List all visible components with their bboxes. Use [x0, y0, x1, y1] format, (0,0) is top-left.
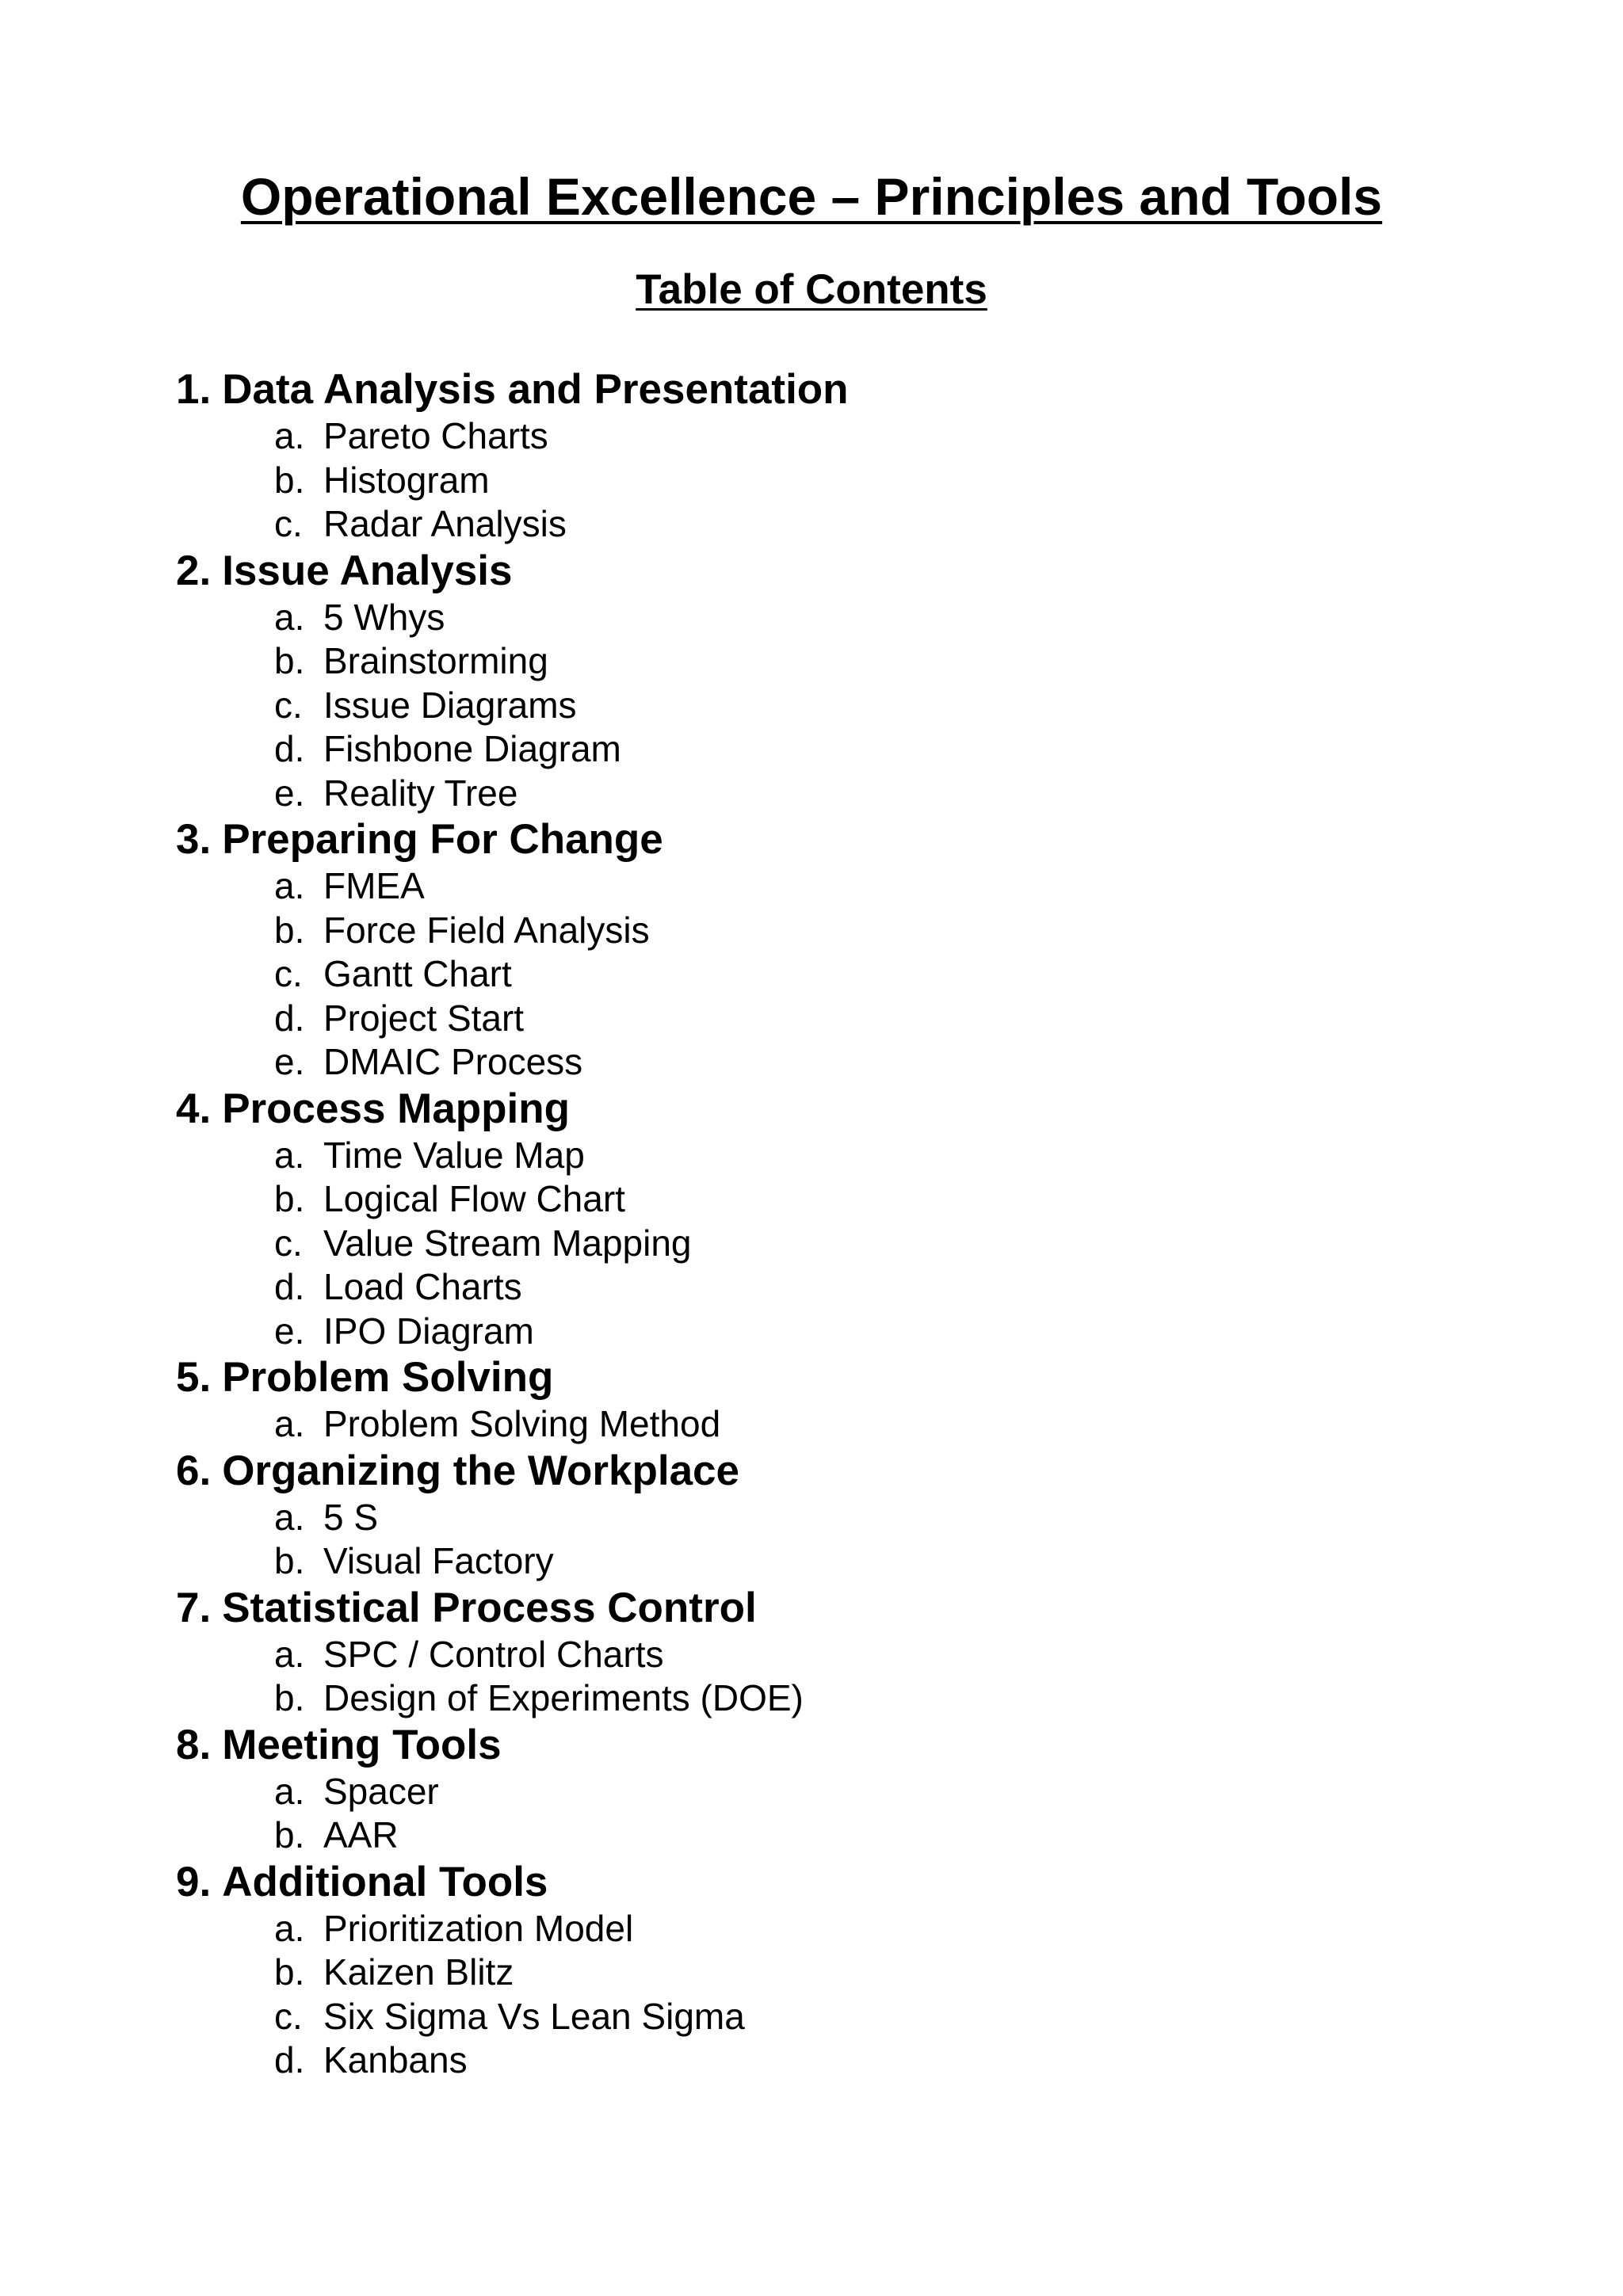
toc-section-number: 2. [176, 547, 212, 594]
toc-section-title [176, 1858, 1523, 1907]
toc-section [176, 1353, 1523, 1447]
toc-subsection-list [176, 414, 1523, 547]
toc-subsection-list [176, 1134, 1523, 1354]
toc-subsection-item [274, 997, 1523, 1041]
toc-subsection-label: Prioritization Model [323, 1907, 634, 1949]
toc-subsection-letter: a. [274, 1403, 305, 1444]
toc-section-title [176, 365, 1523, 414]
toc-subsection-label: Force Field Analysis [323, 909, 650, 951]
toc-subsection-item [274, 864, 1523, 909]
toc-subsection-letter: a. [274, 596, 305, 638]
table-of-contents-heading: Table of Contents [636, 266, 987, 313]
toc-section-label: Statistical Process Control [222, 1584, 757, 1631]
toc-section [176, 547, 1523, 816]
toc-subsection-item [274, 1951, 1523, 1995]
toc-subsection-letter: c. [274, 684, 303, 726]
toc-section [176, 1721, 1523, 1858]
toc-subsection-label: Kanbans [323, 2039, 468, 2081]
toc-section-number: 1. [176, 366, 212, 413]
toc-subsection-list [176, 864, 1523, 1085]
toc-section-title [176, 1447, 1523, 1496]
toc-section-label: Issue Analysis [222, 547, 513, 594]
toc-subsection-label: Visual Factory [323, 1540, 554, 1581]
toc-section-label: Meeting Tools [222, 1721, 502, 1768]
toc-subsection-list [176, 1633, 1523, 1721]
toc-subsection-letter: a. [274, 1633, 305, 1675]
toc-subsection-label: Value Stream Mapping [323, 1222, 692, 1264]
toc-subsection-label: 5 S [323, 1496, 379, 1538]
toc-subsection-label: FMEA [323, 865, 425, 906]
toc-subsection-label: Six Sigma Vs Lean Sigma [323, 1995, 745, 2037]
toc-subsection-label: Kaizen Blitz [323, 1951, 514, 1993]
toc-subsection-item [274, 1770, 1523, 1814]
toc-section [176, 1447, 1523, 1584]
toc-subsection-item [274, 1402, 1523, 1447]
toc-subsection-list [176, 1770, 1523, 1858]
toc-subsection-item [274, 1040, 1523, 1085]
toc-section-number: 3. [176, 816, 212, 863]
toc-subsection-letter: b. [274, 909, 305, 951]
toc-subsection-letter: b. [274, 1951, 305, 1993]
toc-subsection-item [274, 1265, 1523, 1310]
toc-subsection-item [274, 909, 1523, 953]
toc-section-number: 5. [176, 1354, 212, 1401]
table-of-contents [176, 365, 1523, 2083]
toc-subsection-label: Gantt Chart [323, 953, 512, 994]
toc-subsection-item [274, 1539, 1523, 1584]
toc-section-label: Problem Solving [222, 1354, 554, 1401]
toc-section-title [176, 1353, 1523, 1402]
toc-section-label: Additional Tools [222, 1858, 548, 1905]
toc-subsection-label: Radar Analysis [323, 503, 567, 544]
toc-subsection-item [274, 1134, 1523, 1178]
toc-subsection-item [274, 1496, 1523, 1540]
toc-subsection-item [274, 1633, 1523, 1677]
toc-subsection-item [274, 772, 1523, 816]
toc-section-label: Organizing the Workplace [222, 1447, 739, 1494]
toc-section-number: 4. [176, 1085, 212, 1132]
toc-subsection-item [274, 952, 1523, 997]
toc-subsection-label: 5 Whys [323, 596, 445, 638]
toc-section-number: 8. [176, 1721, 212, 1768]
toc-subsection-item [274, 1222, 1523, 1266]
toc-subsection-label: IPO Diagram [323, 1310, 534, 1352]
toc-section-title [176, 1085, 1523, 1134]
toc-subsection-label: AAR [323, 1814, 399, 1855]
toc-subsection-letter: e. [274, 1041, 305, 1082]
toc-section-title [176, 547, 1523, 596]
toc-subsection-list [176, 1907, 1523, 2083]
toc-subsection-letter: d. [274, 997, 305, 1039]
toc-section-number: 9. [176, 1858, 212, 1905]
toc-subsection-item [274, 459, 1523, 503]
toc-subsection-label: Logical Flow Chart [323, 1178, 625, 1219]
toc-subsection-letter: c. [274, 953, 303, 994]
toc-subsection-letter: d. [274, 1266, 305, 1307]
toc-subsection-list [176, 1496, 1523, 1584]
toc-subsection-item [274, 684, 1523, 728]
toc-section [176, 1858, 1523, 2083]
toc-subsection-letter: a. [274, 1770, 305, 1812]
toc-subsection-letter: e. [274, 772, 305, 814]
toc-section [176, 1085, 1523, 1354]
toc-subsection-label: Issue Diagrams [323, 684, 577, 726]
toc-section-number: 6. [176, 1447, 212, 1494]
toc-subsection-label: Fishbone Diagram [323, 728, 621, 769]
toc-subsection-letter: c. [274, 503, 303, 544]
toc-subsection-letter: b. [274, 1814, 305, 1855]
toc-subsection-letter: a. [274, 865, 305, 906]
toc-section [176, 815, 1523, 1085]
toc-subsection-list [176, 596, 1523, 816]
toc-subsection-item [274, 596, 1523, 640]
toc-subsection-item [274, 414, 1523, 459]
toc-subsection-label: DMAIC Process [323, 1041, 583, 1082]
toc-subsection-letter: d. [274, 2039, 305, 2081]
toc-subsection-item [274, 639, 1523, 684]
toc-subsection-item [274, 1814, 1523, 1858]
toc-subsection-letter: a. [274, 1907, 305, 1949]
toc-section-label: Process Mapping [222, 1085, 571, 1132]
toc-subsection-label: Pareto Charts [323, 415, 548, 456]
toc-subsection-label: Design of Experiments (DOE) [323, 1677, 804, 1718]
toc-subsection-label: Brainstorming [323, 640, 548, 681]
toc-subsection-label: Histogram [323, 459, 490, 501]
toc-subsection-letter: b. [274, 1677, 305, 1718]
toc-section-title [176, 1721, 1523, 1770]
toc-subsection-letter: a. [274, 1496, 305, 1538]
toc-subsection-letter: b. [274, 459, 305, 501]
toc-subsection-letter: e. [274, 1310, 305, 1352]
toc-subsection-label: Project Start [323, 997, 525, 1039]
toc-subsection-label: Spacer [323, 1770, 439, 1812]
toc-subsection-letter: b. [274, 1540, 305, 1581]
toc-subsection-item [274, 1907, 1523, 1951]
toc-subsection-label: Time Value Map [323, 1134, 585, 1176]
toc-subsection-item [274, 1995, 1523, 2039]
toc-subsection-item [274, 1177, 1523, 1222]
toc-subsection-item [274, 1310, 1523, 1354]
document-title: Operational Excellence – Principles and Tools [240, 167, 1383, 226]
toc-subsection-item [274, 2039, 1523, 2083]
toc-section-number: 7. [176, 1584, 212, 1631]
toc-subsection-label: Reality Tree [323, 772, 518, 814]
toc-section-label: Data Analysis and Presentation [222, 366, 849, 413]
toc-subsection-label: SPC / Control Charts [323, 1633, 664, 1675]
toc-subsection-letter: b. [274, 1178, 305, 1219]
toc-subsection-letter: c. [274, 1995, 303, 2037]
toc-subsection-item [274, 502, 1523, 547]
toc-section-title [176, 1584, 1523, 1633]
toc-subsection-item [274, 1676, 1523, 1721]
toc-section [176, 1584, 1523, 1721]
toc-subsection-letter: b. [274, 640, 305, 681]
toc-subsection-letter: c. [274, 1222, 303, 1264]
toc-section-title [176, 815, 1523, 864]
toc-section [176, 365, 1523, 547]
toc-section-label: Preparing For Change [222, 816, 663, 863]
toc-subsection-label: Problem Solving Method [323, 1403, 721, 1444]
toc-subsection-list [176, 1402, 1523, 1447]
toc-subsection-letter: a. [274, 1134, 305, 1176]
toc-subsection-label: Load Charts [323, 1266, 522, 1307]
toc-subsection-item [274, 727, 1523, 772]
toc-subsection-letter: d. [274, 728, 305, 769]
toc-subsection-letter: a. [274, 415, 305, 456]
